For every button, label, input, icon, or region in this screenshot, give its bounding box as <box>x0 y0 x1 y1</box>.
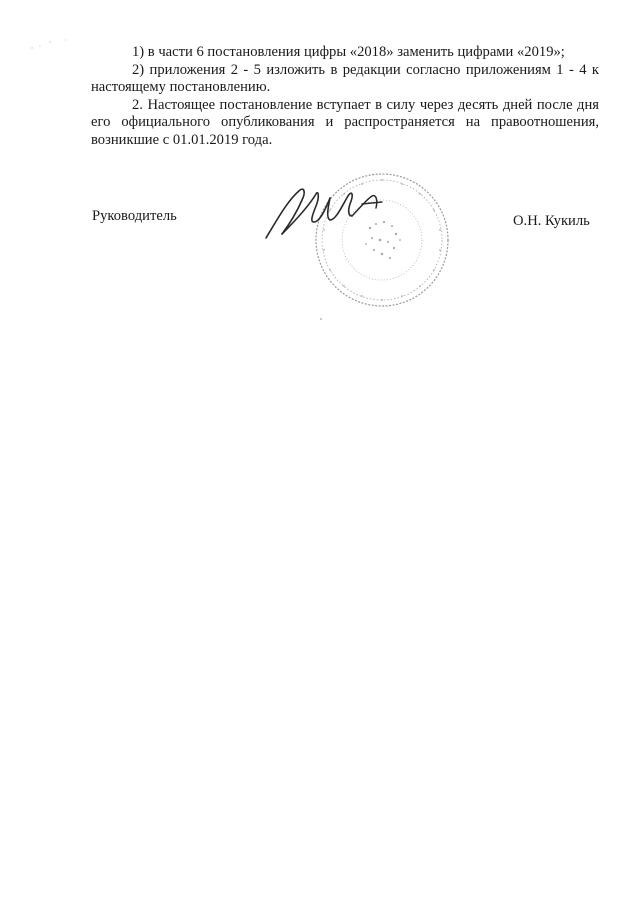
signer-position: Руководитель <box>92 208 177 224</box>
paragraph-amendment-1: 1) в части 6 постановления цифры «2018» заменить цифрами «2019»; <box>132 44 565 60</box>
paragraph-amendment-2: 2) приложения 2 - 5 изложить в редакции согласно приложениям 1 - 4 к настоящему постановлению. <box>91 61 599 96</box>
signer-name: О.Н. Кукиль <box>513 213 590 229</box>
scan-dot <box>320 318 322 320</box>
handwritten-signature-icon <box>258 178 408 248</box>
paragraph-effective-date: 2. Настоящее постановление вступает в силу через десять дней после дня его официального опубликования и распространяется на правоотношения, возникшие с 01.01.2019 года. <box>91 96 599 148</box>
